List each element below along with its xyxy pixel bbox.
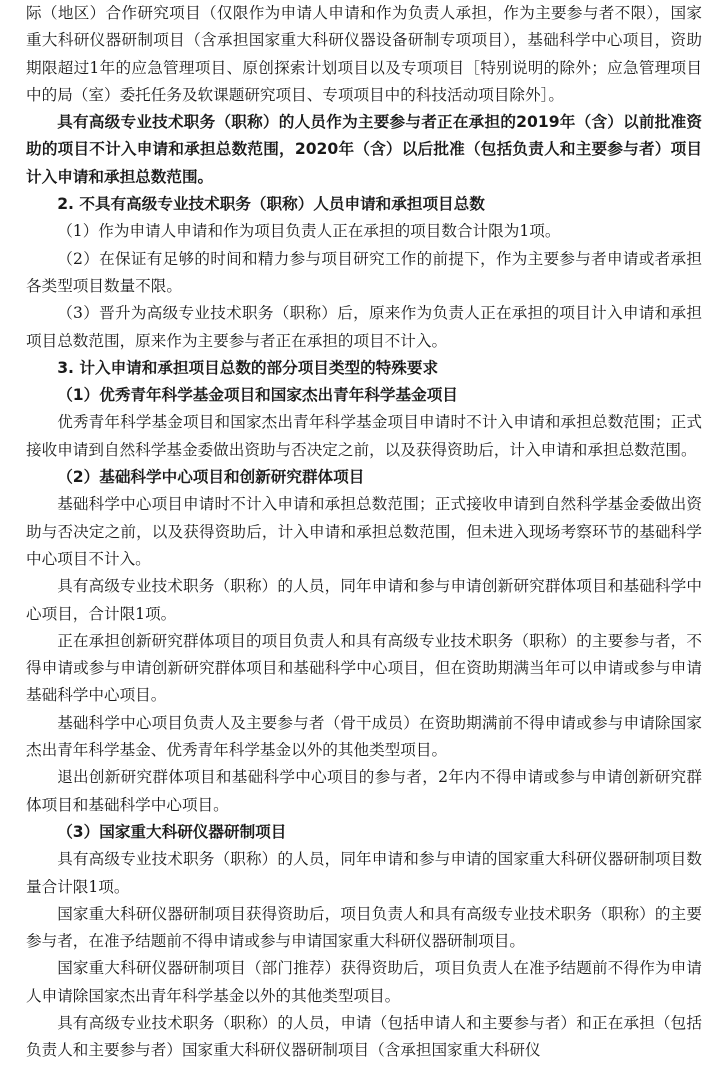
- body-paragraph: （2）在保证有足够的时间和精力参与项目研究工作的前提下，作为主要参与者申请或者承担各类型项目数量不限。: [26, 249, 702, 295]
- body-paragraph: 具有高级专业技术职务（职称）的人员，同年申请和参与申请创新研究群体项目和基础科学中心项目，合计限1项。: [26, 577, 702, 623]
- body-paragraph: 际（地区）合作研究项目（仅限作为申请人申请和作为负责人承担，作为主要参与者不限），国家重大科研仪器研制项目（含承担国家重大科研仪器设备研制专项项目），基础科学中心项目，资助期限超过1年的应急管理项目、原创探索计划项目以及专项项目［特别说明的除外；应急管理项目中的局（室）委托任务及软课题研究项目、专项项目中的科技活动项目除外］。: [26, 4, 702, 104]
- section-heading: （2）基础科学中心项目和创新研究群体项目: [57, 468, 365, 487]
- body-paragraph: 具有高级专业技术职务（职称）的人员，申请（包括申请人和主要参与者）和正在承担（包括负责人和主要参与者）国家重大科研仪器研制项目（含承担国家重大科研仪: [26, 1013, 702, 1060]
- body-paragraph: 正在承担创新研究群体项目的项目负责人和具有高级专业技术职务（职称）的主要参与者，不得申请或参与申请创新研究群体项目和基础科学中心项目，但在资助期满当年可以申请或参与申请基础科学中心项目。: [26, 631, 702, 705]
- section-heading: （1）优秀青年科学基金项目和国家杰出青年科学基金项目: [57, 386, 458, 405]
- body-paragraph: （1）作为申请人申请和作为项目负责人正在承担的项目数合计限为1项。: [57, 222, 561, 241]
- body-paragraph: 具有高级专业技术职务（职称）的人员，同年申请和参与申请的国家重大科研仪器研制项目数量合计限1项。: [26, 850, 702, 896]
- section-heading: （3）国家重大科研仪器研制项目: [57, 822, 287, 841]
- body-paragraph: 国家重大科研仪器研制项目（部门推荐）获得资助后，项目负责人在准予结题前不得作为申请人申请除国家杰出青年科学基金以外的其他类型项目。: [26, 959, 702, 1005]
- body-paragraph: 国家重大科研仪器研制项目获得资助后，项目负责人和具有高级专业技术职务（职称）的主要参与者，在准予结题前不得申请或参与申请国家重大科研仪器研制项目。: [26, 904, 702, 951]
- body-paragraph: 优秀青年科学基金项目和国家杰出青年科学基金项目申请时不计入申请和承担总数范围；正式接收申请到自然科学基金委做出资助与否决定之前，以及获得资助后，计入申请和承担总数范围。: [26, 413, 702, 459]
- body-paragraph: 基础科学中心项目负责人及主要参与者（骨干成员）在资助期满前不得申请或参与申请除国家杰出青年科学基金、优秀青年科学基金以外的其他类型项目。: [26, 713, 702, 760]
- body-paragraph: 退出创新研究群体项目和基础科学中心项目的参与者，2年内不得申请或参与申请创新研究群体项目和基础科学中心项目。: [26, 768, 702, 814]
- body-paragraph: （3）晋升为高级专业技术职务（职称）后，原来作为负责人正在承担的项目计入申请和承担项目总数范围，原来作为主要参与者正在承担的项目不计入。: [26, 304, 702, 350]
- section-heading: 2. 不具有高级专业技术职务（职称）人员申请和承担项目总数: [57, 195, 485, 214]
- section-heading: 具有高级专业技术职务（职称）的人员作为主要参与者正在承担的2019年（含）以前批准资助的项目不计入申请和承担总数范围，2020年（含）以后批准（包括负责人和主要参与者）项目计入申请和承担总数范围。: [26, 113, 702, 186]
- section-heading: 3. 计入申请和承担项目总数的部分项目类型的特殊要求: [57, 358, 439, 377]
- body-paragraph: 基础科学中心项目申请时不计入申请和承担总数范围；正式接收申请到自然科学基金委做出资助与否决定之前，以及获得资助后，计入申请和承担总数范围，但未进入现场考察环节的基础科学中心项目不计入。: [26, 495, 702, 568]
